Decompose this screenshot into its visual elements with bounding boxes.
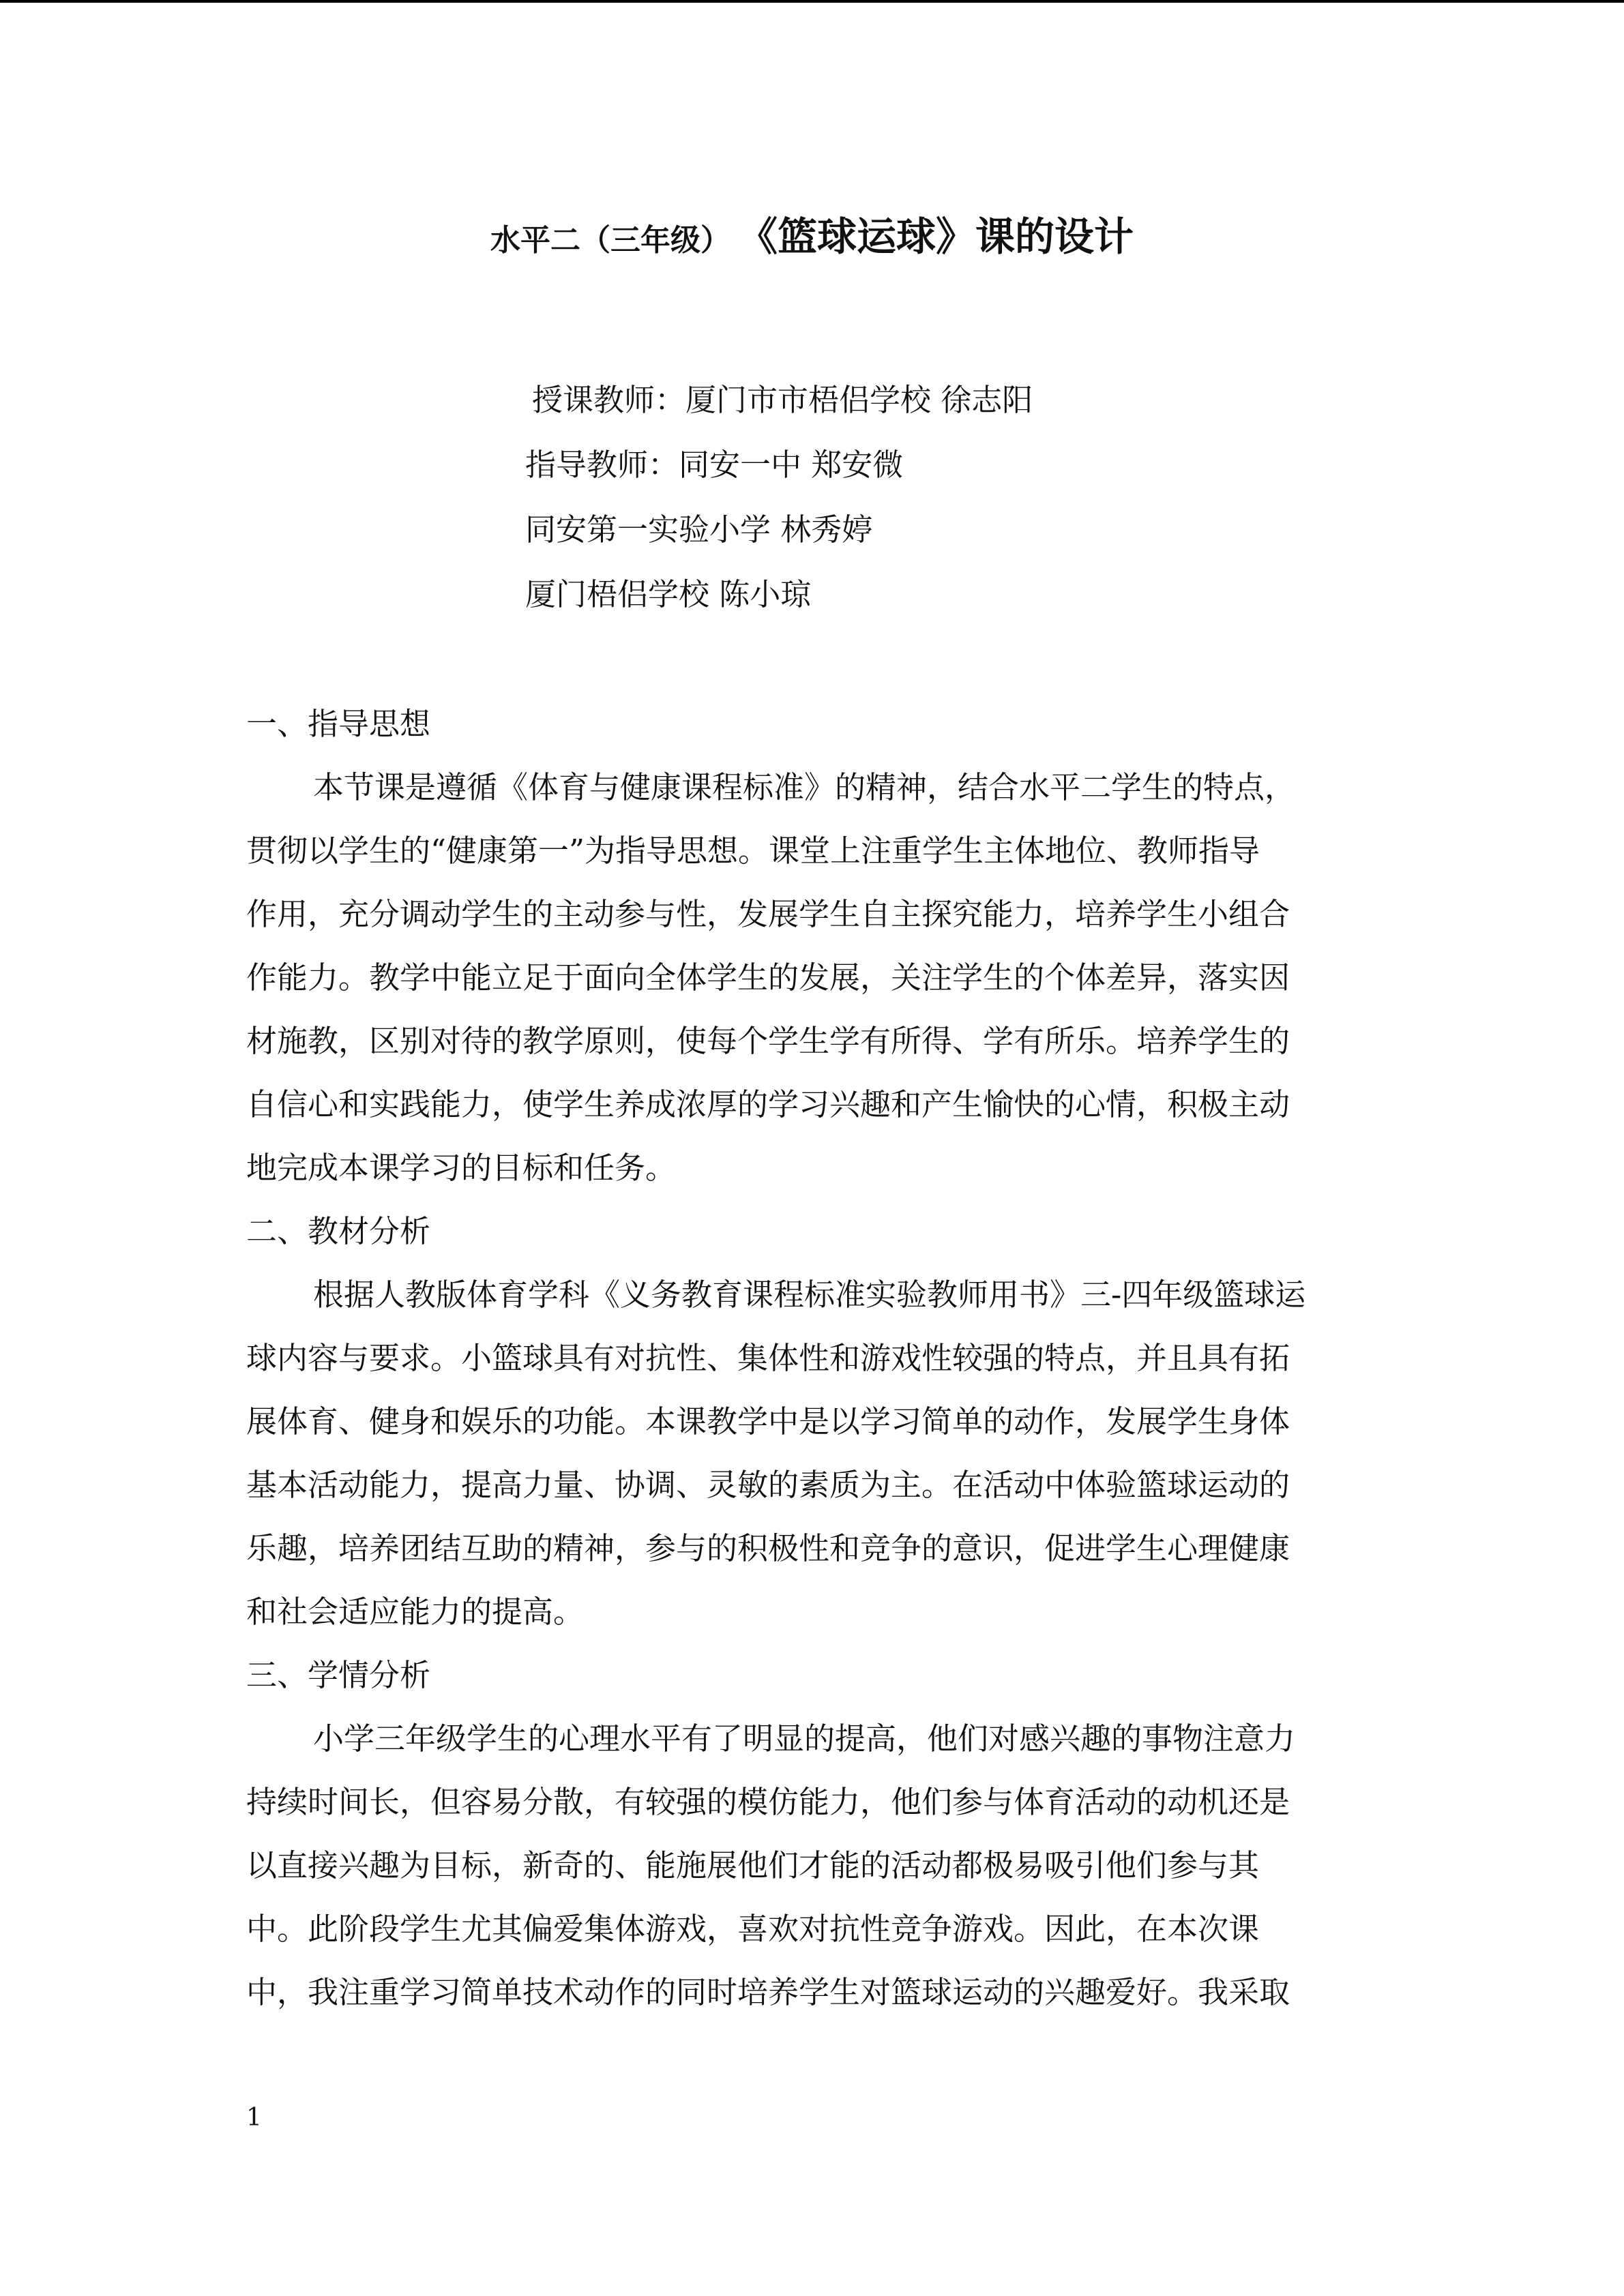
paragraph-line: 小学三年级学生的心理水平有了明显的提高，他们对感兴趣的事物注意力 — [313, 1720, 1296, 1757]
paragraph-line: 中，我注重学习简单技术动作的同时培养学生对篮球运动的兴趣爱好。我采取 — [246, 1974, 1290, 2010]
top-border-rule — [0, 0, 1624, 3]
paragraph-line: 球内容与要求。小篮球具有对抗性、集体性和游戏性较强的特点，并且具有拓 — [246, 1340, 1290, 1376]
section-heading-material-analysis: 二、教材分析 — [246, 1213, 431, 1249]
credit-line-advisor-2: 同安第一实验小学 林秀婷 — [525, 511, 873, 548]
paragraph-line: 基本活动能力，提高力量、协调、灵敏的素质为主。在活动中体验篮球运动的 — [246, 1467, 1290, 1503]
document-title — [0, 205, 1624, 262]
credit-line-advisor-3: 厦门梧侣学校 陈小琼 — [525, 576, 812, 612]
credit-line-teacher: 授课教师：厦门市市梧侣学校 徐志阳 — [532, 382, 1033, 418]
paragraph-line: 乐趣，培养团结互助的精神，参与的积极性和竞争的意识，促进学生心理健康 — [246, 1530, 1290, 1566]
paragraph-line: 以直接兴趣为目标，新奇的、能施展他们才能的活动都极易吸引他们参与其 — [246, 1847, 1260, 1883]
paragraph-line: 自信心和实践能力，使学生养成浓厚的学习兴趣和产生愉快的心情，积极主动 — [246, 1086, 1290, 1122]
title-lesson-name: 《篮球运球》课的设计 — [757, 213, 1134, 260]
paragraph-line: 根据人教版体育学科《义务教育课程标准实验教师用书》三-四年级篮球运 — [313, 1277, 1306, 1313]
page-number: 1 — [246, 2104, 262, 2132]
paragraph-line: 本节课是遵循《体育与健康课程标准》的精神，结合水平二学生的特点， — [313, 769, 1296, 805]
paragraph-line: 贯彻以学生的“健康第一”为指导思想。课堂上注重学生主体地位、教师指导 — [246, 833, 1260, 869]
paragraph-line: 地完成本课学习的目标和任务。 — [246, 1150, 677, 1186]
paragraph-line: 展体育、健身和娱乐的功能。本课教学中是以学习简单的动作，发展学生身体 — [246, 1403, 1290, 1440]
paragraph-line: 和社会适应能力的提高。 — [246, 1594, 585, 1630]
paragraph-line: 作用，充分调动学生的主动参与性，发展学生自主探究能力，培养学生小组合 — [246, 896, 1290, 932]
paragraph-line: 持续时间长，但容易分散，有较强的模仿能力，他们参与体育活动的动机还是 — [246, 1784, 1290, 1820]
paragraph-line: 中。此阶段学生尤其偏爱集体游戏，喜欢对抗性竞争游戏。因此，在本次课 — [246, 1911, 1260, 1947]
section-heading-guiding-philosophy: 一、指导思想 — [246, 706, 431, 742]
paragraph-line: 作能力。教学中能立足于面向全体学生的发展，关注学生的个体差异，落实因 — [246, 959, 1290, 996]
credit-line-advisor: 指导教师：同安一中 郑安微 — [525, 447, 904, 483]
title-grade-level: 水平二（三年级） — [490, 223, 730, 258]
paragraph-line: 材施教，区别对待的教学原则，使每个学生学有所得、学有所乐。培养学生的 — [246, 1023, 1290, 1059]
section-heading-student-analysis: 三、学情分析 — [246, 1657, 431, 1693]
